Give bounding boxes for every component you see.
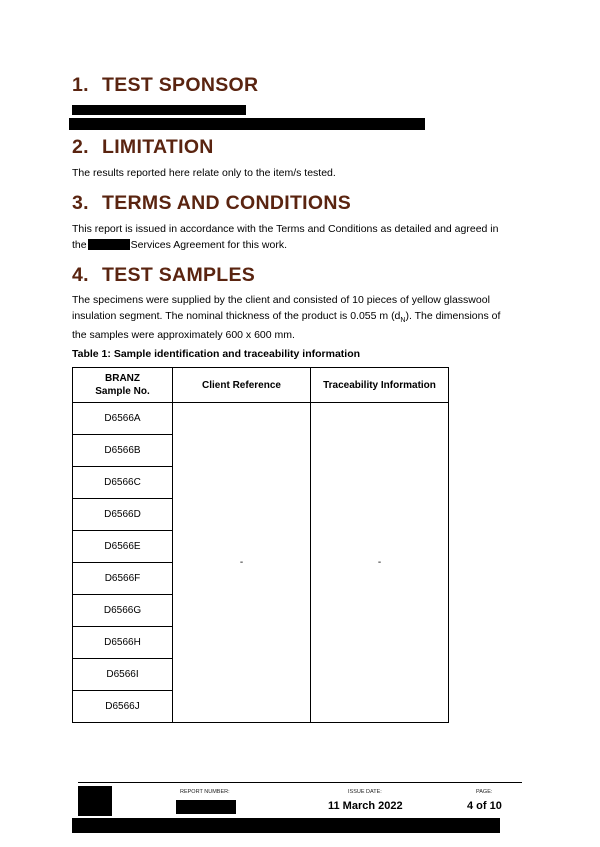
section-title: TEST SPONSOR [102, 74, 259, 96]
section-title: TERMS AND CONDITIONS [102, 192, 352, 214]
samples-line-2 [72, 309, 532, 329]
section-number: 2. [72, 136, 89, 158]
report-number-label: REPORT NUMBER: [180, 789, 230, 795]
sample-id-cell: D6566A [73, 403, 173, 435]
sample-id-cell: D6566B [73, 435, 173, 467]
footer-address-redacted [72, 818, 500, 833]
traceability-cell: - [311, 403, 449, 723]
section-heading-test-samples [72, 264, 255, 287]
sample-id-cell: D6566F [73, 563, 173, 595]
samples-line-1: The specimens were supplied by the client and consisted of 10 pieces of yellow glasswool [72, 294, 490, 306]
section-heading-terms [72, 192, 351, 215]
table-caption: Table 1: Sample identification and traceability information [72, 348, 361, 360]
page-number: 4 of 10 [467, 800, 502, 812]
redacted-block [72, 105, 246, 115]
footer-logo-redacted [78, 786, 112, 816]
header-label: BRANZ Sample No. [95, 373, 150, 397]
section-number: 1. [72, 74, 89, 96]
redacted-block [88, 239, 130, 250]
sample-id-cell: D6566D [73, 499, 173, 531]
sample-id-cell: D6566H [73, 627, 173, 659]
section-heading-limitation [72, 136, 214, 159]
sample-id-cell: D6566E [73, 531, 173, 563]
samples-paragraph [72, 293, 532, 344]
samples-line-2-pre: insulation segment. The nominal thickness of the product is 0.055 m (d [72, 309, 401, 322]
limitation-text: The results reported here relate only to the item/s tested. [72, 167, 336, 179]
report-number-redacted [176, 800, 236, 814]
sample-id-cell: D6566I [73, 659, 173, 691]
terms-paragraph [72, 222, 532, 253]
sample-id-cell: D6566J [73, 691, 173, 723]
section-heading-test-sponsor [72, 74, 258, 97]
column-header-client-reference: Client Reference [173, 368, 311, 403]
terms-line-2-pre: the [72, 238, 87, 251]
footer-rule [78, 782, 522, 783]
section-title: LIMITATION [102, 136, 214, 158]
column-header-sample-no [73, 368, 173, 403]
column-header-traceability: Traceability Information [311, 368, 449, 403]
issue-date-label: ISSUE DATE: [348, 789, 382, 795]
section-title: TEST SAMPLES [102, 264, 256, 286]
terms-line-1: This report is issued in accordance with the Terms and Conditions as detailed and agreed in [72, 223, 499, 235]
section-number: 3. [72, 192, 89, 214]
sample-table [72, 367, 449, 723]
page-label: PAGE: [476, 789, 493, 795]
terms-line-2 [72, 238, 532, 254]
terms-line-2-post: Services Agreement for this work. [130, 238, 288, 251]
subscript-n: N [400, 316, 406, 324]
client-reference-cell: - [173, 403, 311, 723]
redacted-block [69, 118, 425, 130]
sample-id-cell: D6566G [73, 595, 173, 627]
issue-date-value: 11 March 2022 [328, 800, 403, 812]
samples-line-3: the samples were approximately 600 x 600 mm. [72, 329, 295, 342]
samples-line-2-post: ). The dimensions of [405, 309, 501, 322]
section-number: 4. [72, 264, 89, 286]
sample-id-cell: D6566C [73, 467, 173, 499]
